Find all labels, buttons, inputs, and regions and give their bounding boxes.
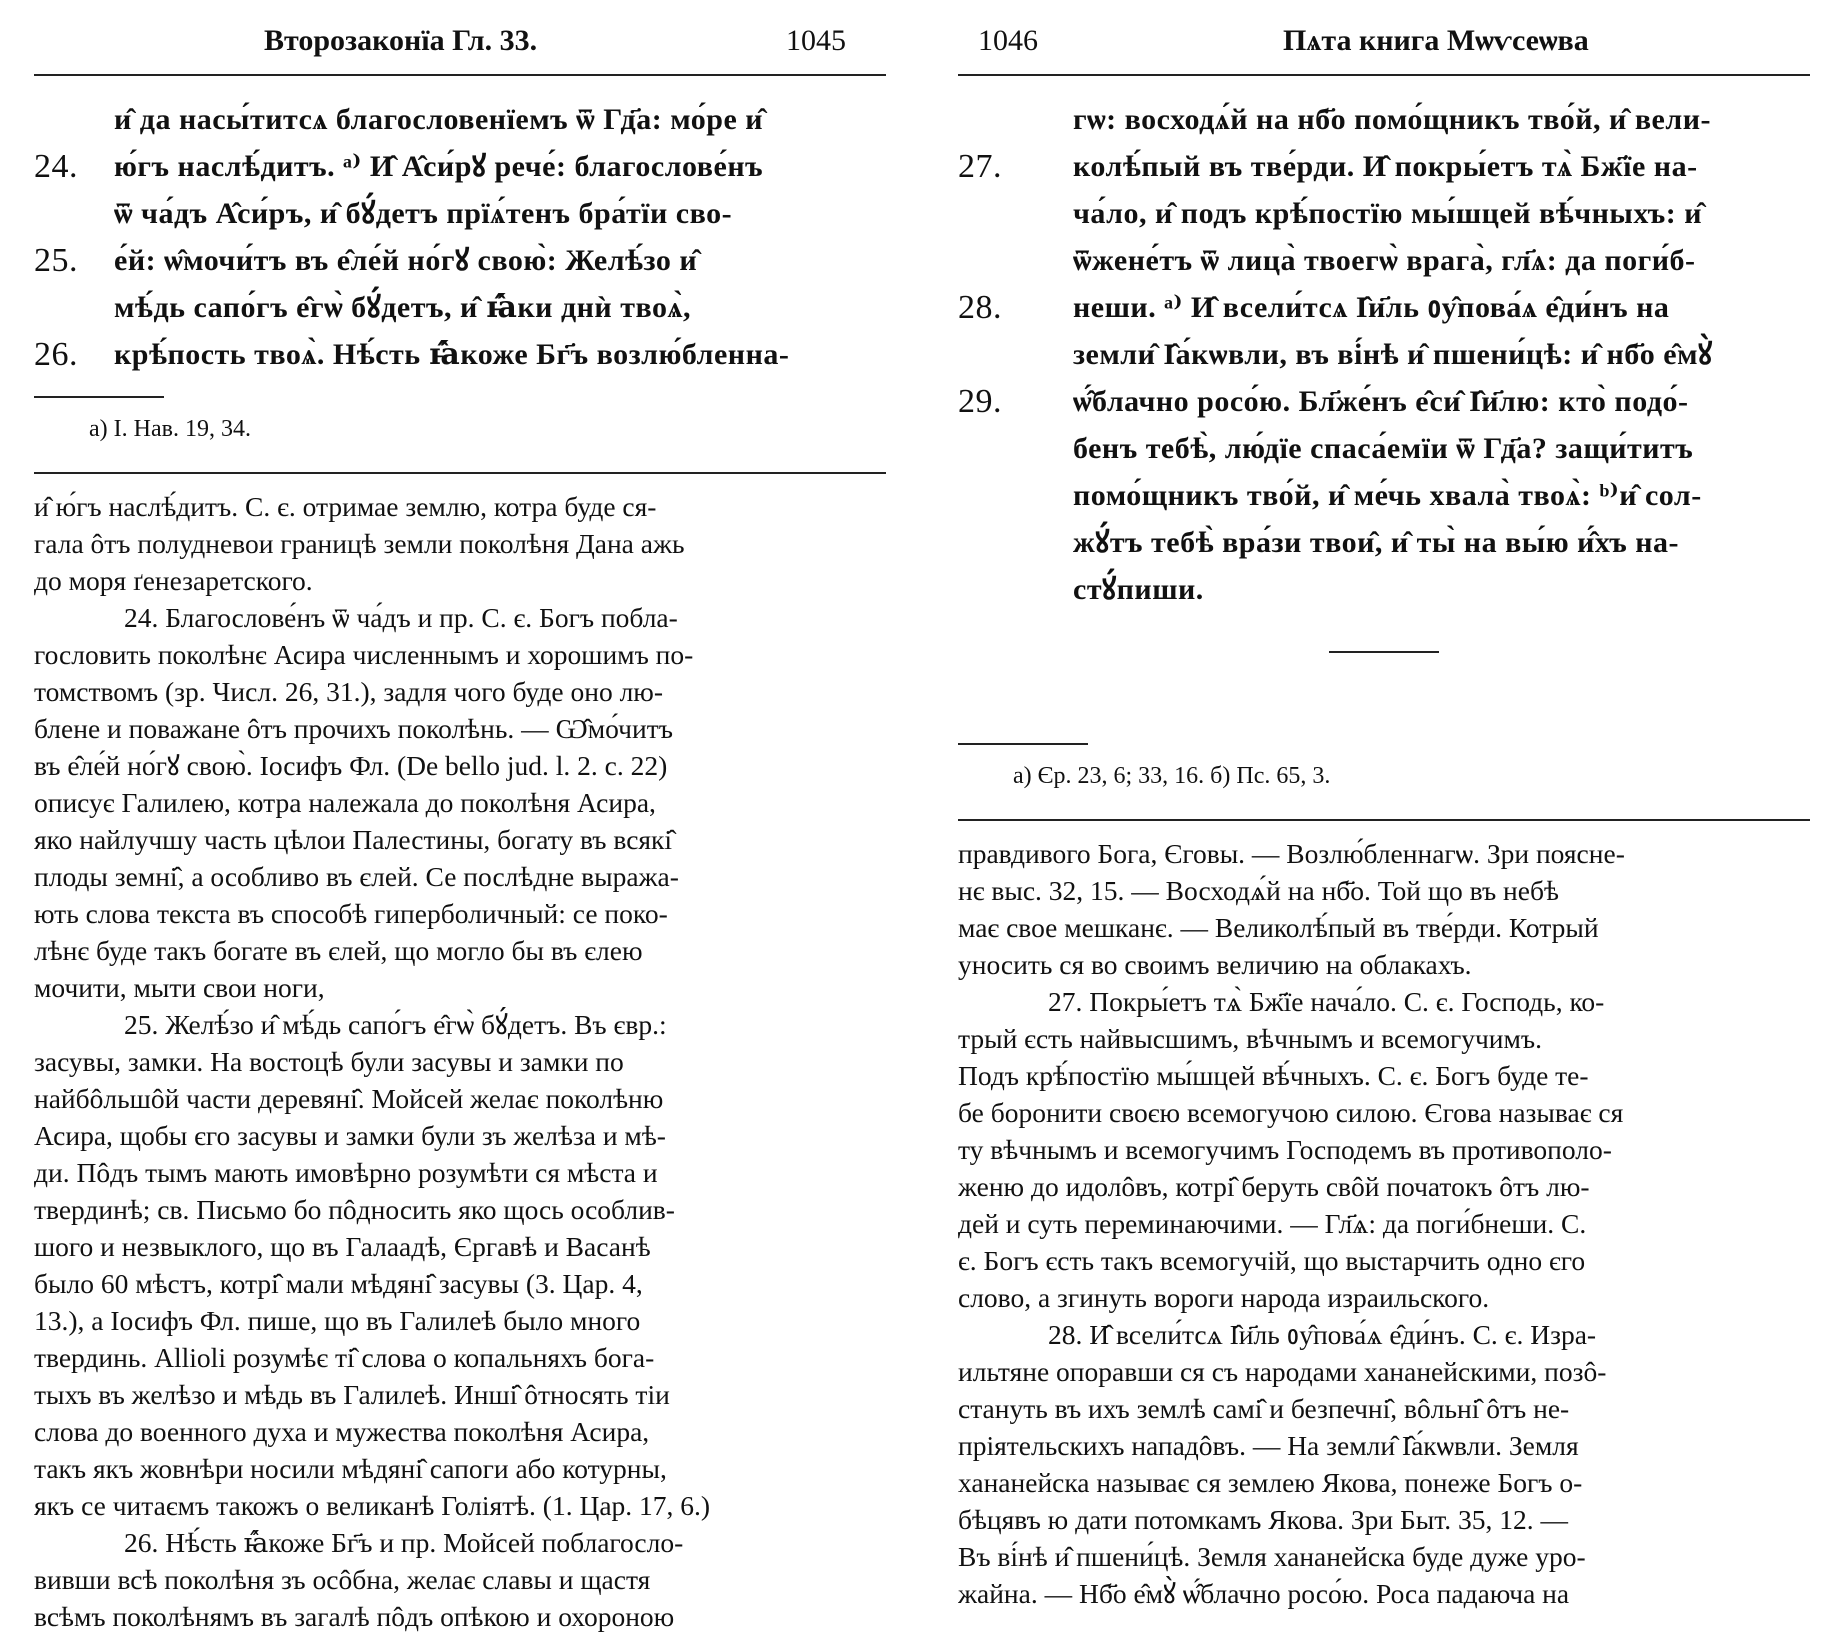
verse-line	[34, 331, 886, 378]
verse-text: ѿжене́тъ ѿ лица̀ твоегѡ̀ врага̀, гл҃ѧ: да поги́б-	[1073, 244, 1696, 277]
commentary-line: такъ якъ жовнѣри носили мѣдяні̂ сапоги або котурны,	[34, 1453, 667, 1484]
left-commentary-separator	[34, 472, 886, 474]
commentary-line: бе боронити своєю всемогучою силою. Єгова называє ся	[958, 1097, 1624, 1128]
commentary-line: мочити, мыти свои ноги,	[34, 972, 325, 1003]
verse-text: жꙋ́тъ тебѣ̀ вра́зи твои̂, и̂ ты̀ на вы́ю и̂́хъ на-	[1073, 526, 1680, 559]
commentary-line: якъ се читаємъ такожъ о великанѣ Голіятѣ. (1. Цар. 17, 6.)	[34, 1490, 711, 1521]
commentary-line: бѣцявъ ю дати потомкамъ Якова. Зри Быт. 35, 12. —	[958, 1504, 1568, 1535]
verse-text: ѿ ча́дъ А̂си́ръ, и̂ бꙋ́детъ прїѧ́тенъ бра́тїи сво-	[114, 197, 733, 230]
right-running-header	[958, 0, 1810, 76]
right-page-number: 1046	[978, 24, 1038, 57]
commentary-line: всѣмъ поколѣнямъ въ загалѣ пôдъ опѣкою и охороною	[34, 1601, 675, 1632]
commentary-line: правдивого Бога, Єговы. — Возлю́бленнагѡ. Зри поясне-	[958, 838, 1625, 869]
commentary-line: засувы, замки. На востоцѣ були засувы и замки по	[34, 1046, 624, 1077]
verse-line	[958, 566, 1810, 613]
left-page-number: 1045	[786, 24, 846, 57]
commentary-line: вивши всѣ поколѣня зъ ocôбна, желає славы и щастя	[34, 1564, 651, 1595]
commentary-line: слово, а згинуть вороги народа израильского.	[958, 1282, 1490, 1313]
verse-text: бенъ тебѣ̀, лю́дїе спаса́емїи ѿ Гд҃а? защи́титъ	[1073, 432, 1694, 465]
verse-line	[958, 378, 1810, 425]
verse-number: 29.	[958, 383, 1002, 420]
commentary-line: ють слова текста въ способѣ гиперболичный: се поко-	[34, 898, 668, 929]
commentary-line: 24. Благослове́нъ ѿ ча́дъ и пр. С. є. Богъ побла-	[124, 602, 678, 633]
verse-line	[34, 143, 886, 190]
left-footnote: а) І. Нав. 19, 34.	[89, 416, 251, 442]
verse-text: и̂ да насы́титсѧ благословенїемъ ѿ Гд҃а: мо́ре и̂	[114, 103, 764, 136]
verse-text: земли̂ І̂а́кѡвли, въ ві́нѣ и̂ пшени́цѣ: и̂ нб҃о е̂мꙋ̀	[1073, 338, 1713, 371]
commentary-line: ди. Пôдъ тымъ мають имовѣрно розумѣти ся мѣста и	[34, 1157, 658, 1188]
commentary-line: плоды земні̂, а особливо въ єлей. Се послѣдне выража-	[34, 861, 679, 892]
commentary-line: нє выс. 32, 15. — Восходѧ́й на нб҃о. Той що въ небѣ	[958, 875, 1559, 906]
left-header-title: Второзаконїа Гл. 33.	[264, 24, 538, 57]
commentary-line: блене и поважане ôтъ прочихъ поколѣнь. — Ѡ̂мо́читъ	[34, 713, 673, 744]
commentary-line: стануть въ ихъ землѣ самі̂ и безпечні̂, вôльні̂ ôтъ не-	[958, 1393, 1570, 1424]
commentary-line: въ е̂ле́й но́гꙋ свою̀. Іосифъ Фл. (De bello jud. l. 2. c. 22)	[34, 750, 668, 781]
commentary-line: шого и незвыклого, що въ Галаадѣ, Єргавѣ и Васанѣ	[34, 1231, 651, 1262]
commentary-line: лѣнє буде такъ богате въ єлей, що могло бы въ єлею	[34, 935, 643, 966]
commentary-line: уносить ся во своимъ величию на облакахъ.	[958, 949, 1472, 980]
verse-text: ѡ̂́блачно росо́ю. Бл҃же́нъ е̂си̂ І̂и҃лю: кто̀ подо́-	[1073, 385, 1689, 418]
commentary-line: яко найлучшу часть цѣлои Палестины, богату въ всякі̂	[34, 824, 673, 855]
verse-text: мѣ́дь сапо́гъ е̂гѡ̀ бꙋ́детъ, и̂ ꙗ̂́ки днѝ твоѧ̀,	[114, 291, 691, 324]
verse-text: стꙋ́пиши.	[1073, 573, 1204, 606]
verse-number: 28.	[958, 289, 1002, 326]
commentary-line: трый єсть найвысшимъ, вѣчнымъ и всемогучимъ.	[958, 1023, 1543, 1054]
verse-line	[958, 331, 1810, 378]
verse-line	[958, 284, 1810, 331]
commentary-line: томствомъ (зр. Числ. 26, 31.), задля чого буде оно лю-	[34, 676, 664, 707]
commentary-line: и̂ ю́гъ наслѣ́дитъ. С. є. отримае землю, котра буде ся-	[34, 491, 657, 522]
verse-number: 24.	[34, 148, 78, 185]
verse-line	[34, 96, 886, 143]
commentary-line: 28. И̂ всели́тсѧ І̂и҃ль ᲂу̂пова́ѧ е̂ди́нъ. С. є. Изра-	[1048, 1319, 1597, 1350]
commentary-line: до моря ґенезаретского.	[34, 565, 313, 596]
verse-number: 26.	[34, 336, 78, 373]
right-commentary	[958, 835, 1810, 1612]
left-verse-block	[34, 96, 886, 378]
right-footnote: а) Єр. 23, 6; 33, 16. б) Пс. 65, 3.	[1013, 763, 1331, 789]
commentary-line: женю до идолôвъ, котрі̂ беруть свôй початокъ ôтъ лю-	[958, 1171, 1590, 1202]
right-commentary-separator	[958, 819, 1810, 821]
verse-line	[958, 472, 1810, 519]
commentary-line: Асира, щобы єго засувы и замки були зъ желѣза и мѣ-	[34, 1120, 666, 1151]
commentary-line: Въ ві́нѣ и̂ пшени́цѣ. Земля хананейска буде дуже уро-	[958, 1541, 1586, 1572]
commentary-line: хананейска называє ся землею Якова, понеже Богъ о-	[958, 1467, 1583, 1498]
verse-line	[958, 519, 1810, 566]
commentary-line: ильтяне опоравши ся съ народами хананейскими, позô-	[958, 1356, 1607, 1387]
commentary-line: описує Галилею, котра належала до поколѣня Асира,	[34, 787, 656, 818]
verse-line	[958, 96, 1810, 143]
commentary-line: є. Богъ єсть такъ всемогучій, що выстарчить одно єго	[958, 1245, 1586, 1276]
commentary-line: має свое мешканє. — Великолѣ́пый въ тве́рди. Котрый	[958, 912, 1599, 943]
left-page	[34, 0, 886, 1632]
commentary-line: слова до военного духа и мужества поколѣня Асира,	[34, 1416, 650, 1447]
verse-line	[34, 190, 886, 237]
commentary-line: гала ôтъ полудневои границѣ земли поколѣня Дана ажь	[34, 528, 685, 559]
verse-line	[958, 190, 1810, 237]
left-running-header	[34, 0, 886, 76]
commentary-line: гословить поколѣнє Асира численнымъ и хорошимъ по-	[34, 639, 694, 670]
commentary-line: твердинѣ; св. Письмо бо пôдносить яко щось особлив-	[34, 1194, 675, 1225]
verse-number: 27.	[958, 148, 1002, 185]
verse-line	[34, 284, 886, 331]
commentary-line: было 60 мѣстъ, котрі̂ мали мѣдяні̂ засувы (3. Цар. 4,	[34, 1268, 643, 1299]
commentary-line: пріятельскихъ нападôвъ. — На земли̂ І̂а́кѡвли. Земля	[958, 1430, 1579, 1461]
commentary-line: твердинь. Allioli розумѣє ті̂ слова о копальняхъ бога-	[34, 1342, 655, 1373]
verse-text: гѡ: восходѧ́й на нб҃о помо́щникъ тво́й, и̂ вели-	[1073, 103, 1711, 136]
verse-text: неши. ᵃ⁾ И̂ всели́тсѧ І̂и҃ль ᲂу̂пова́ѧ е̂ди́нъ на	[1073, 291, 1670, 324]
verse-number: 25.	[34, 242, 78, 279]
commentary-line: дей и суть переминаючими. — Гл҃ѧ: да поги́бнеши. С.	[958, 1208, 1587, 1239]
right-center-rule	[1329, 651, 1439, 653]
commentary-line: ту вѣчнымъ и всемогучимъ Господемъ въ противополо-	[958, 1134, 1612, 1165]
verse-line	[34, 237, 886, 284]
verse-line	[958, 237, 1810, 284]
verse-text: ю́гъ наслѣ́дитъ. ᵃ⁾ И̂ А̂си́рꙋ рече́: благослове́нъ	[114, 150, 764, 183]
commentary-line: 26. Нѣ́сть ꙗ̂́коже Бг҃ъ и пр. Мойсей поблагосло-	[124, 1527, 684, 1558]
commentary-line: тыхъ въ желѣзо и мѣдь въ Галилеѣ. Инші̂ ôтносять тіи	[34, 1379, 670, 1410]
right-header-title: Пѧта книга Мѡѵсеѡва	[1283, 24, 1589, 57]
verse-line	[958, 425, 1810, 472]
commentary-line: найбôльшôй части деревяні̂. Мойсей желає поколѣню	[34, 1083, 664, 1114]
commentary-line: Подъ крѣ́постїю мы́шцей вѣ́чныхъ. С. є. Богъ буде те-	[958, 1060, 1589, 1091]
commentary-line: 25. Желѣ́зо и̂ мѣ́дь сапо́гъ е̂гѡ̀ бꙋ́детъ. Въ євр.:	[124, 1009, 667, 1040]
left-commentary	[34, 488, 886, 1635]
verse-text: е́й: ѡ̂мочи́тъ въ е̂ле́й но́гꙋ свою̀: Желѣ́зо и̂	[114, 244, 698, 277]
verse-text: помо́щникъ тво́й, и̂ ме́чь хвала̀ твоѧ̀: ᵇ⁾и̂ сол-	[1073, 479, 1702, 512]
commentary-line: 13.), а Іосифъ Фл. пише, що въ Галилеѣ было много	[34, 1305, 641, 1336]
commentary-line: жайна. — Нб҃о е̂мꙋ̀ ѡ̂́блачно росо́ю. Роса падаюча на	[958, 1578, 1570, 1609]
commentary-line: 27. Покры́етъ тѧ̀ Бж҃їе нача́ло. С. є. Господь, ко-	[1048, 986, 1605, 1017]
verse-text: ча́ло, и̂ подъ крѣ́постїю мы́шцей вѣ́чныхъ: и̂	[1073, 197, 1702, 230]
verse-line	[958, 143, 1810, 190]
right-verse-block	[958, 96, 1810, 613]
verse-text: колѣ́пый въ тве́рди. И̂ покры́етъ тѧ̀ Бж҃їе на-	[1073, 150, 1698, 183]
verse-text: крѣ́пость твоѧ̀. Нѣ́сть ꙗ̂́коже Бг҃ъ возлю́бленна-	[114, 338, 790, 371]
right-page	[958, 0, 1810, 1609]
